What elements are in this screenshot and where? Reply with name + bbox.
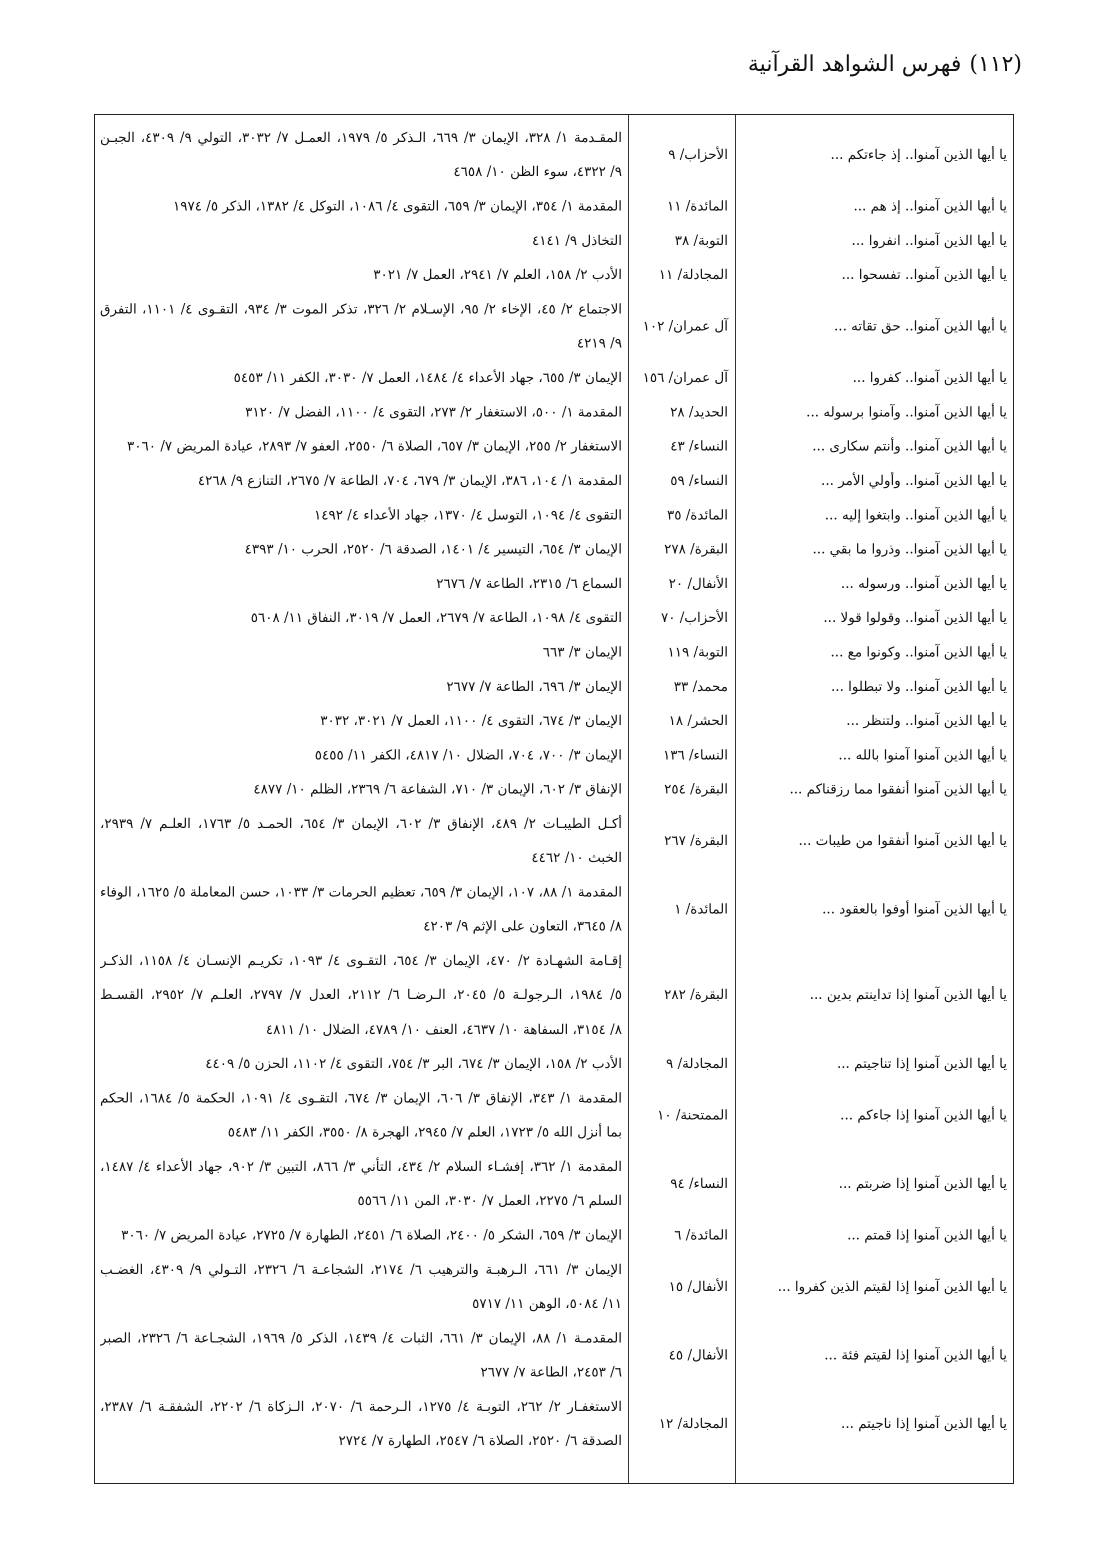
verse-text: يا أيها الذين آمنوا.. إذ هم ...: [853, 198, 1007, 215]
reference-line: السلم ٦/ ٢٢٧٥، العمل ٧/ ٣٠٣٠، المن ١١/ ٥٥٦٦: [357, 1193, 622, 1210]
table-row: [95, 258, 1013, 292]
verse-text: يا أيها الذين آمنوا.. وأولي الأمر ...: [821, 473, 1007, 489]
reference-line: المقدمة ١/ ٣٥٤، الإيمان ٣/ ٦٥٩، التقوى ٤/ ١٠٨٦، التوكل ٤/ ١٣٨٢، الذكر ٥/ ١٩٧٤: [173, 198, 622, 215]
surah-reference: المائدة/ ١١: [666, 198, 728, 215]
table-row: [95, 704, 1013, 738]
page-title: فهرس الشواهد القرآنية: [747, 51, 962, 77]
surah-reference: البقرة/ ٢٥٤: [664, 781, 728, 798]
reference-line: الإيمان ٣/ ٦٩٦، الطاعة ٧/ ٢٦٧٧: [446, 678, 622, 695]
reference-line: المقدمـة ١/ ٨٨، الإيمان ٣/ ٦٦١، الثبات ٤/ ١٤٣٩، الذكر ٥/ ١٩٦٩، الشجـاعة ٦/ ٢٣٢٦، الصبر: [100, 1330, 622, 1347]
topic-references: [100, 601, 622, 635]
topic-references: [100, 1253, 622, 1322]
table-row: [95, 533, 1013, 567]
reference-line: ١١/ ٥٠٨٤، الوهن ١١/ ٥٧١٧: [472, 1296, 622, 1313]
topic-references: [100, 738, 622, 772]
topic-references: [100, 464, 622, 498]
surah-reference: آل عمران/ ١٠٢: [642, 318, 728, 335]
topic-references: [100, 944, 622, 1047]
table-row: [95, 1253, 1013, 1322]
reference-line: المقـدمة ١/ ٣٢٨، الإيمان ٣/ ٦٦٩، الـذكر ٥/ ١٩٧٩، العمـل ٧/ ٣٠٣٢، التولي ٩/ ٤٣٠٩، الجبـن: [100, 130, 622, 146]
page-number: (١١٢): [969, 51, 1022, 77]
surah-reference: آل عمران/ ١٥٦: [642, 370, 728, 387]
surah-reference: النساء/ ٥٩: [670, 473, 728, 489]
surah-reference: المجادلة/ ١١: [658, 267, 728, 284]
verse-text: يا أيها الذين آمنوا.. وكونوا مع ...: [830, 644, 1007, 661]
topic-references: [100, 258, 622, 292]
reference-line: التقوى ٤/ ١٠٩٤، التوسل ٤/ ١٣٧٠، جهاد الأعداء ٤/ ١٤٩٢: [314, 507, 622, 524]
surah-reference: الأنفال/ ٤٥: [668, 1347, 728, 1364]
verse-text: يا أيها الذين آمنوا.. حق تقاته ...: [834, 318, 1007, 335]
verse-text: يا أيها الذين آمنوا إذا لقيتم فئة ...: [824, 1347, 1007, 1364]
topic-references: [100, 361, 622, 395]
surah-reference: المائدة/ ٣٥: [666, 507, 728, 524]
topic-references: [100, 807, 622, 876]
index-table: [94, 114, 1014, 1484]
surah-reference: النساء/ ١٣٦: [662, 747, 728, 764]
surah-reference: الممتحنة/ ١٠: [657, 1107, 728, 1124]
reference-line: الأدب ٢/ ١٥٨، العلم ٧/ ٢٩٤١، العمل ٧/ ٣٠٢١: [373, 267, 622, 284]
page-header: [94, 44, 1022, 84]
topic-references: [100, 876, 622, 945]
topic-references: [100, 533, 622, 567]
verse-text: يا أيها الذين آمنوا إذا قمتم ...: [847, 1227, 1007, 1244]
reference-line: التخاذل ٩/ ٤١٤١: [531, 232, 622, 249]
reference-line: التقوى ٤/ ١٠٩٨، الطاعة ٧/ ٢٦٧٩، العمل ٧/ ٣٠١٩، النفاق ١١/ ٥٦٠٨: [250, 610, 622, 627]
topic-references: [100, 1322, 622, 1391]
reference-line: الخبث ١٠/ ٤٤٦٢: [531, 850, 622, 867]
surah-reference: النساء/ ٩٤: [670, 1176, 728, 1193]
verse-text: يا أيها الذين آمنوا أنفقوا مما رزقناكم ...: [789, 781, 1007, 798]
surah-reference: الأنفال/ ٢٠: [668, 575, 728, 592]
table-row: [95, 1081, 1013, 1150]
surah-reference: الحديد/ ٢٨: [670, 404, 728, 421]
topic-references: [100, 190, 622, 224]
table-row: [95, 670, 1013, 704]
topic-references: [100, 121, 622, 190]
table-row: [95, 636, 1013, 670]
verse-text: يا أيها الذين آمنوا.. تفسحوا ...: [841, 267, 1007, 284]
topic-references: [100, 773, 622, 807]
topic-references: [100, 395, 622, 429]
topic-references: [100, 1081, 622, 1150]
reference-line: الإيمان ٣/ ٦٥٩، الشكر ٥/ ٢٤٠٠، الصلاة ٦/ ٢٤٥١، الطهارة ٧/ ٢٧٢٥، عيادة المريض ٧/ ٣٠٦٠: [121, 1227, 622, 1244]
verse-text: يا أيها الذين آمنوا.. ورسوله ...: [840, 575, 1007, 592]
reference-line: ٩/ ٤٣٢٢، سوء الظن ١٠/ ٤٦٥٨: [453, 164, 622, 181]
surah-reference: الأحزاب/ ٧٠: [660, 610, 728, 627]
surah-reference: الأحزاب/ ٩: [668, 147, 728, 164]
verse-text: يا أيها الذين آمنوا إذا جاءكم ...: [840, 1107, 1007, 1124]
table-row: [95, 224, 1013, 258]
table-row: [95, 567, 1013, 601]
surah-reference: النساء/ ٤٣: [670, 438, 728, 455]
verse-text: يا أيها الذين آمنوا إذا ضربتم ...: [838, 1176, 1007, 1193]
surah-reference: المائدة/ ١: [674, 901, 728, 918]
verse-text: يا أيها الذين آمنوا.. كفروا ...: [852, 370, 1007, 387]
reference-line: المقدمة ١/ ٥٠٠، الاستغفار ٢/ ٢٧٣، التقوى ٤/ ١١٠٠، الفضل ٧/ ٣١٢٠: [245, 404, 622, 421]
table-row: [95, 293, 1013, 362]
reference-line: المقدمة ١/ ٣٦٢، إفشـاء السلام ٢/ ٤٣٤، التأني ٣/ ٨٦٦، التبين ٣/ ٩٠٢، جهاد الأعداء ٤/ ١٤٨٧،: [100, 1159, 622, 1175]
table-row: [95, 464, 1013, 498]
topic-references: [100, 704, 622, 738]
topic-references: [100, 567, 622, 601]
table-row: [95, 121, 1013, 190]
reference-line: ٨/ ٣١٥٤، السفاهة ١٠/ ٤٦٣٧، العنف ١٠/ ٤٧٨٩، الضلال ١٠/ ٤٨١١: [265, 1021, 622, 1038]
topic-references: [100, 1047, 622, 1081]
topic-references: [100, 1150, 622, 1219]
reference-line: الاجتماع ٢/ ٤٥، الإخاء ٢/ ٩٥، الإسـلام ٢/ ٣٢٦، تذكر الموت ٣/ ٩٣٤، التقـوى ٤/ ١١٠١، التفرق: [100, 301, 622, 318]
topic-references: [100, 224, 622, 258]
reference-line: بما أنزل الله ٥/ ١٧٢٣، العلم ٧/ ٢٩٤٥، الهجرة ٨/ ٣٥٥٠، الكفر ١١/ ٥٤٨٣: [227, 1124, 622, 1141]
topic-references: [100, 430, 622, 464]
reference-line: الإيمان ٣/ ٦٦١، الـرهبـة والترهيب ٦/ ٢١٧٤، الشجاعـة ٦/ ٢٣٢٦، التـولي ٩/ ٤٣٠٩، الغضـب: [100, 1261, 622, 1278]
verse-text: يا أيها الذين آمنوا.. ولا تبطلوا ...: [830, 678, 1007, 695]
reference-line: إقـامة الشهـادة ٢/ ٤٧٠، الإيمان ٣/ ٦٥٤، التقـوى ٤/ ١٠٩٣، تكريـم الإنسـان ٤/ ١١٥٨، الذكـر: [100, 953, 622, 970]
verse-text: يا أيها الذين آمنوا أوفوا بالعقود ...: [822, 901, 1007, 918]
verse-text: يا أيها الذين آمنوا.. ولتنظر ...: [846, 713, 1007, 730]
topic-references: [100, 293, 622, 362]
verse-text: يا أيها الذين آمنوا إذا ناجيتم ...: [841, 1416, 1007, 1433]
surah-reference: الأنفال/ ١٥: [668, 1279, 728, 1296]
verse-text: يا أيها الذين آمنوا.. إذ جاءتكم ...: [830, 147, 1007, 164]
surah-reference: محمد/ ٣٣: [673, 678, 728, 695]
verse-text: يا أيها الذين آمنوا إذا تناجيتم ...: [836, 1056, 1007, 1073]
reference-line: الإيمان ٣/ ٦٥٥، جهاد الأعداء ٤/ ١٤٨٤، العمل ٧/ ٣٠٣٠، الكفر ١١/ ٥٤٥٣: [233, 370, 622, 387]
table-row: [95, 1390, 1013, 1459]
table-row: [95, 738, 1013, 772]
reference-line: الاستغفـار ٢/ ٢٦٢، التوبـة ٤/ ١٢٧٥، الـرحمة ٦/ ٢٠٧٠، الـزكاة ٦/ ٢٢٠٢، الشفقـة ٦/ ٢٣٨٧،: [100, 1399, 622, 1416]
table-row: [95, 395, 1013, 429]
verse-text: يا أيها الذين آمنوا إذا تداينتم بدين ...: [809, 987, 1007, 1004]
verse-text: يا أيها الذين آمنوا.. وذروا ما بقي ...: [812, 541, 1007, 558]
topic-references: [100, 636, 622, 670]
surah-reference: التوبة/ ٣٨: [674, 232, 728, 249]
verse-text: يا أيها الذين آمنوا.. انفروا ...: [851, 232, 1007, 249]
topic-references: [100, 1219, 622, 1253]
reference-line: المقدمة ١/ ٣٤٣، الإنفاق ٣/ ٦٠٦، الإيمان ٣/ ٦٧٤، التقـوى ٤/ ١٠٩١، الحكمة ٥/ ١٦٨٤، الحكم: [100, 1090, 622, 1107]
table-row: [95, 876, 1013, 945]
table-row: [95, 190, 1013, 224]
reference-line: الإيمان ٣/ ٧٠٠، ٧٠٤، الضلال ١٠/ ٤٨١٧، الكفر ١١/ ٥٤٥٥: [314, 747, 622, 764]
reference-line: ٩/ ٤٢١٩: [576, 335, 622, 352]
reference-line: المقدمة ١/ ٨٨، ١٠٧، الإيمان ٣/ ٦٥٩، تعظيم الحرمات ٣/ ١٠٣٣، حسن المعاملة ٥/ ١٦٢٥، الوفاء: [100, 884, 622, 901]
topic-references: [100, 498, 622, 532]
table-row: [95, 361, 1013, 395]
reference-line: الاستغفار ٢/ ٢٥٥، الإيمان ٣/ ٦٥٧، الصلاة ٦/ ٢٥٥٠، العفو ٧/ ٢٨٩٣، عيادة المريض ٧/ ٣٠٦٠: [127, 438, 622, 455]
verse-text: يا أيها الذين آمنوا آمنوا بالله ...: [838, 747, 1007, 764]
verse-text: يا أيها الذين آمنوا.. وابتغوا إليه ...: [824, 507, 1007, 524]
reference-line: أكـل الطيبـات ٢/ ٤٨٩، الإنفاق ٣/ ٦٠٢، الإيمان ٣/ ٦٥٤، الحمـد ٥/ ١٧٦٣، العلـم ٧/ ٢٩٣٩،: [100, 816, 622, 832]
topic-references: [100, 1390, 622, 1459]
table-row: [95, 944, 1013, 1047]
reference-line: ٦/ ٢٤٥٣، الطاعة ٧/ ٢٦٧٧: [480, 1364, 622, 1381]
table-row: [95, 601, 1013, 635]
reference-line: الإنفاق ٣/ ٦٠٢، الإيمان ٣/ ٧١٠، الشفاعة ٦/ ٢٣٦٩، الظلم ١٠/ ٤٨٧٧: [253, 781, 622, 798]
topic-references: [100, 670, 622, 704]
surah-reference: الحشر/ ١٨: [668, 713, 728, 730]
table-row: [95, 1322, 1013, 1391]
reference-line: الإيمان ٣/ ٦٥٤، التيسير ٤/ ١٤٠١، الصدقة ٦/ ٢٥٢٠، الحرب ١٠/ ٤٣٩٣: [244, 541, 622, 558]
table-row: [95, 1047, 1013, 1081]
surah-reference: البقرة/ ٢٦٧: [664, 833, 728, 850]
verse-text: يا أيها الذين آمنوا إذا لقيتم الذين كفروا ...: [777, 1279, 1007, 1296]
reference-line: الأدب ٢/ ١٥٨، الإيمان ٣/ ٦٧٤، البر ٣/ ٧٥٤، التقوى ٤/ ١١٠٢، الحزن ٥/ ٤٤٠٩: [205, 1056, 622, 1073]
surah-reference: البقرة/ ٢٨٢: [664, 987, 728, 1004]
verse-text: يا أيها الذين آمنوا.. وقولوا قولا ...: [823, 610, 1007, 627]
surah-reference: البقرة/ ٢٧٨: [664, 541, 728, 558]
table-row: [95, 1219, 1013, 1253]
verse-text: يا أيها الذين آمنوا أنفقوا من طيبات ...: [798, 833, 1007, 850]
reference-line: الإيمان ٣/ ٦٦٣: [542, 644, 622, 661]
reference-line: الإيمان ٣/ ٦٧٤، التقوى ٤/ ١١٠٠، العمل ٧/ ٣٠٢١، ٣٠٣٢: [320, 713, 622, 730]
table-row: [95, 773, 1013, 807]
surah-reference: المجادلة/ ١٢: [658, 1416, 728, 1433]
reference-line: المقدمة ١/ ١٠٤، ٣٨٦، الإيمان ٣/ ٦٧٩، ٧٠٤، الطاعة ٧/ ٢٦٧٥، التنازع ٩/ ٤٢٦٨: [197, 473, 622, 489]
surah-reference: المجادلة/ ٩: [666, 1056, 728, 1073]
table-row: [95, 807, 1013, 876]
reference-line: السماع ٦/ ٢٣١٥، الطاعة ٧/ ٢٦٧٦: [436, 575, 622, 592]
table-row: [95, 1150, 1013, 1219]
surah-reference: التوبة/ ١١٩: [667, 644, 728, 661]
reference-line: الصدقة ٦/ ٢٥٢٠، الصلاة ٦/ ٢٥٤٧، الطهارة ٧/ ٢٧٢٤: [338, 1433, 622, 1450]
verse-text: يا أيها الذين آمنوا.. وأنتم سكارى ...: [812, 438, 1007, 455]
verse-text: يا أيها الذين آمنوا.. وآمنوا برسوله ...: [806, 404, 1007, 421]
reference-line: ٨/ ٣٦٤٥، التعاون على الإثم ٩/ ٤٢٠٣: [423, 918, 622, 935]
surah-reference: المائدة/ ٦: [674, 1227, 728, 1244]
table-row: [95, 430, 1013, 464]
table-row: [95, 498, 1013, 532]
reference-line: ٥/ ١٩٨٤، الـرجولـة ٥/ ٢٠٤٥، الـرضـا ٦/ ٢١١٢، العدل ٧/ ٢٧٩٧، العلـم ٧/ ٢٩٥٢، القسـط: [100, 987, 622, 1004]
